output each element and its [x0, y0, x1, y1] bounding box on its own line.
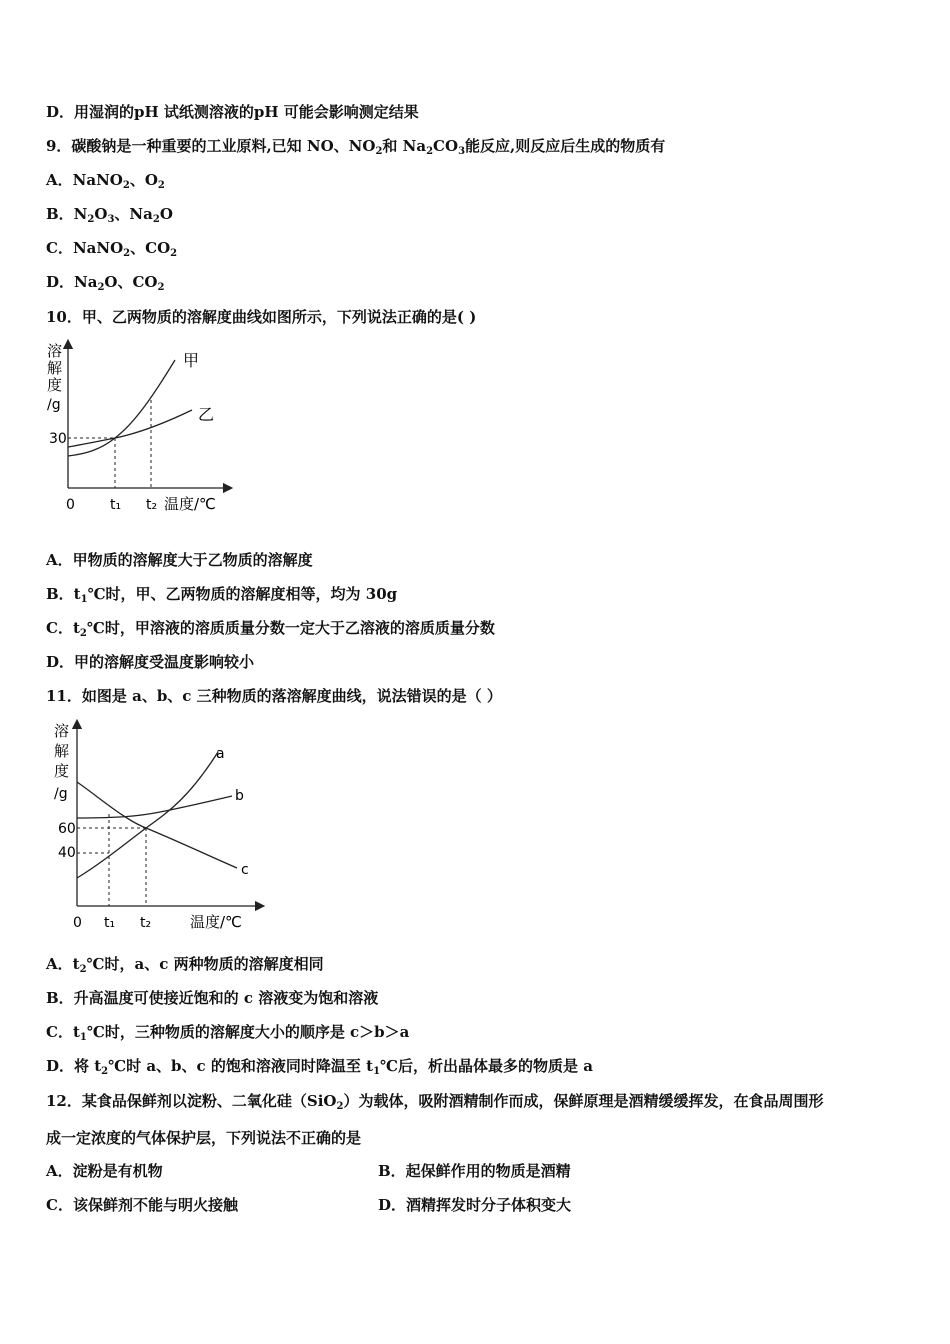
tick-t1: t₁	[110, 497, 122, 513]
q10-option-a: A．甲物质的溶解度大于乙物质的溶解度	[46, 551, 313, 569]
ylabel-4: /g	[54, 786, 68, 802]
q12-option-b: B．起保鲜作用的物质是酒精	[378, 1162, 571, 1180]
series-c-curve	[77, 782, 237, 868]
xlabel: 温度/℃	[190, 913, 242, 931]
label-jia: 甲	[183, 351, 200, 370]
origin: 0	[73, 915, 82, 931]
q12-stem-line2: 成一定浓度的气体保护层，下列说法不正确的是	[46, 1129, 362, 1147]
tick-30: 30	[49, 431, 67, 447]
tick-60: 60	[58, 821, 76, 837]
label-yi: 乙	[198, 405, 215, 424]
q12-option-d: D．酒精挥发时分子体积变大	[378, 1196, 572, 1214]
q12-stem-line1: 12．某食品保鲜剂以淀粉、二氧化硅（SiO$_2$）为载体，吸附酒精制作而成，保鲜原理是酒精缓缓挥发，在食品周围形	[46, 1092, 824, 1112]
q9-option-c: C．NaNO$_2$、$CO_2$	[46, 239, 178, 259]
series-jia-curve	[68, 360, 175, 456]
q10-option-c: C．$t_2℃$时，甲溶液的溶质质量分数一定大于乙溶液的溶质质量分数	[46, 619, 495, 639]
q10-option-b: B．$t_1℃$时，甲、乙两物质的溶解度相等，均为 30g	[46, 585, 398, 605]
ylabel-4: /g	[47, 397, 61, 413]
ylabel-1: 溶	[54, 722, 70, 740]
series-yi-curve	[68, 410, 192, 447]
ylabel-3: 度	[54, 762, 70, 780]
q11-stem: 11．如图是 a、b、c 三种物质的落溶解度曲线，说法错误的是（ ）	[46, 687, 502, 705]
label-c: c	[241, 862, 249, 878]
q9-option-d: D．$Na_2O$、$CO_2$	[46, 273, 165, 293]
ylabel-1: 溶	[47, 342, 63, 360]
q9-option-a: A．NaNO$_2$、$O_2$	[46, 171, 165, 191]
xlabel: 温度/℃	[164, 495, 216, 513]
label-b: b	[235, 788, 244, 804]
tick-t1: t₁	[104, 915, 116, 931]
q8-option-d: D．用湿润的pH 试纸测溶液的pH 可能会影响测定结果	[46, 103, 419, 121]
q11-option-d: D．将 $t_2℃$时 a、b、c 的饱和溶液同时降温至 $t_1℃$后，析出晶体最多的物质是 a	[46, 1057, 593, 1077]
q9-option-b: B．$N_2O_3$、$Na_2O$	[46, 205, 173, 225]
series-a-curve	[77, 752, 218, 878]
q9-stem: 9．碳酸钠是一种重要的工业原料,已知 NO、$NO_2$和 $Na_2CO_3$能反应,则反应后生成的物质有	[46, 137, 666, 157]
q12-option-a: A．淀粉是有机物	[46, 1162, 163, 1180]
origin: 0	[66, 497, 75, 513]
tick-40: 40	[58, 845, 76, 861]
q11-option-c: C．$t_1℃$时，三种物质的溶解度大小的顺序是 c＞b＞a	[46, 1023, 410, 1043]
q11-solubility-chart	[40, 716, 275, 936]
q11-option-b: B．升高温度可使接近饱和的 c 溶液变为饱和溶液	[46, 989, 379, 1007]
q12-option-c: C．该保鲜剂不能与明火接触	[46, 1196, 238, 1214]
ylabel-3: 度	[47, 376, 63, 394]
q10-stem: 10．甲、乙两物质的溶解度曲线如图所示，下列说法正确的是( )	[46, 308, 477, 326]
tick-t2: t₂	[146, 497, 158, 513]
q11-option-a: A．$t_2℃$时，a、c 两种物质的溶解度相同	[46, 955, 324, 975]
ylabel-2: 解	[47, 359, 63, 377]
ylabel-2: 解	[54, 742, 70, 760]
label-a: a	[216, 746, 225, 762]
q10-option-d: D．甲的溶解度受温度影响较小	[46, 653, 255, 671]
tick-t2: t₂	[140, 915, 152, 931]
q10-solubility-chart	[40, 338, 240, 518]
